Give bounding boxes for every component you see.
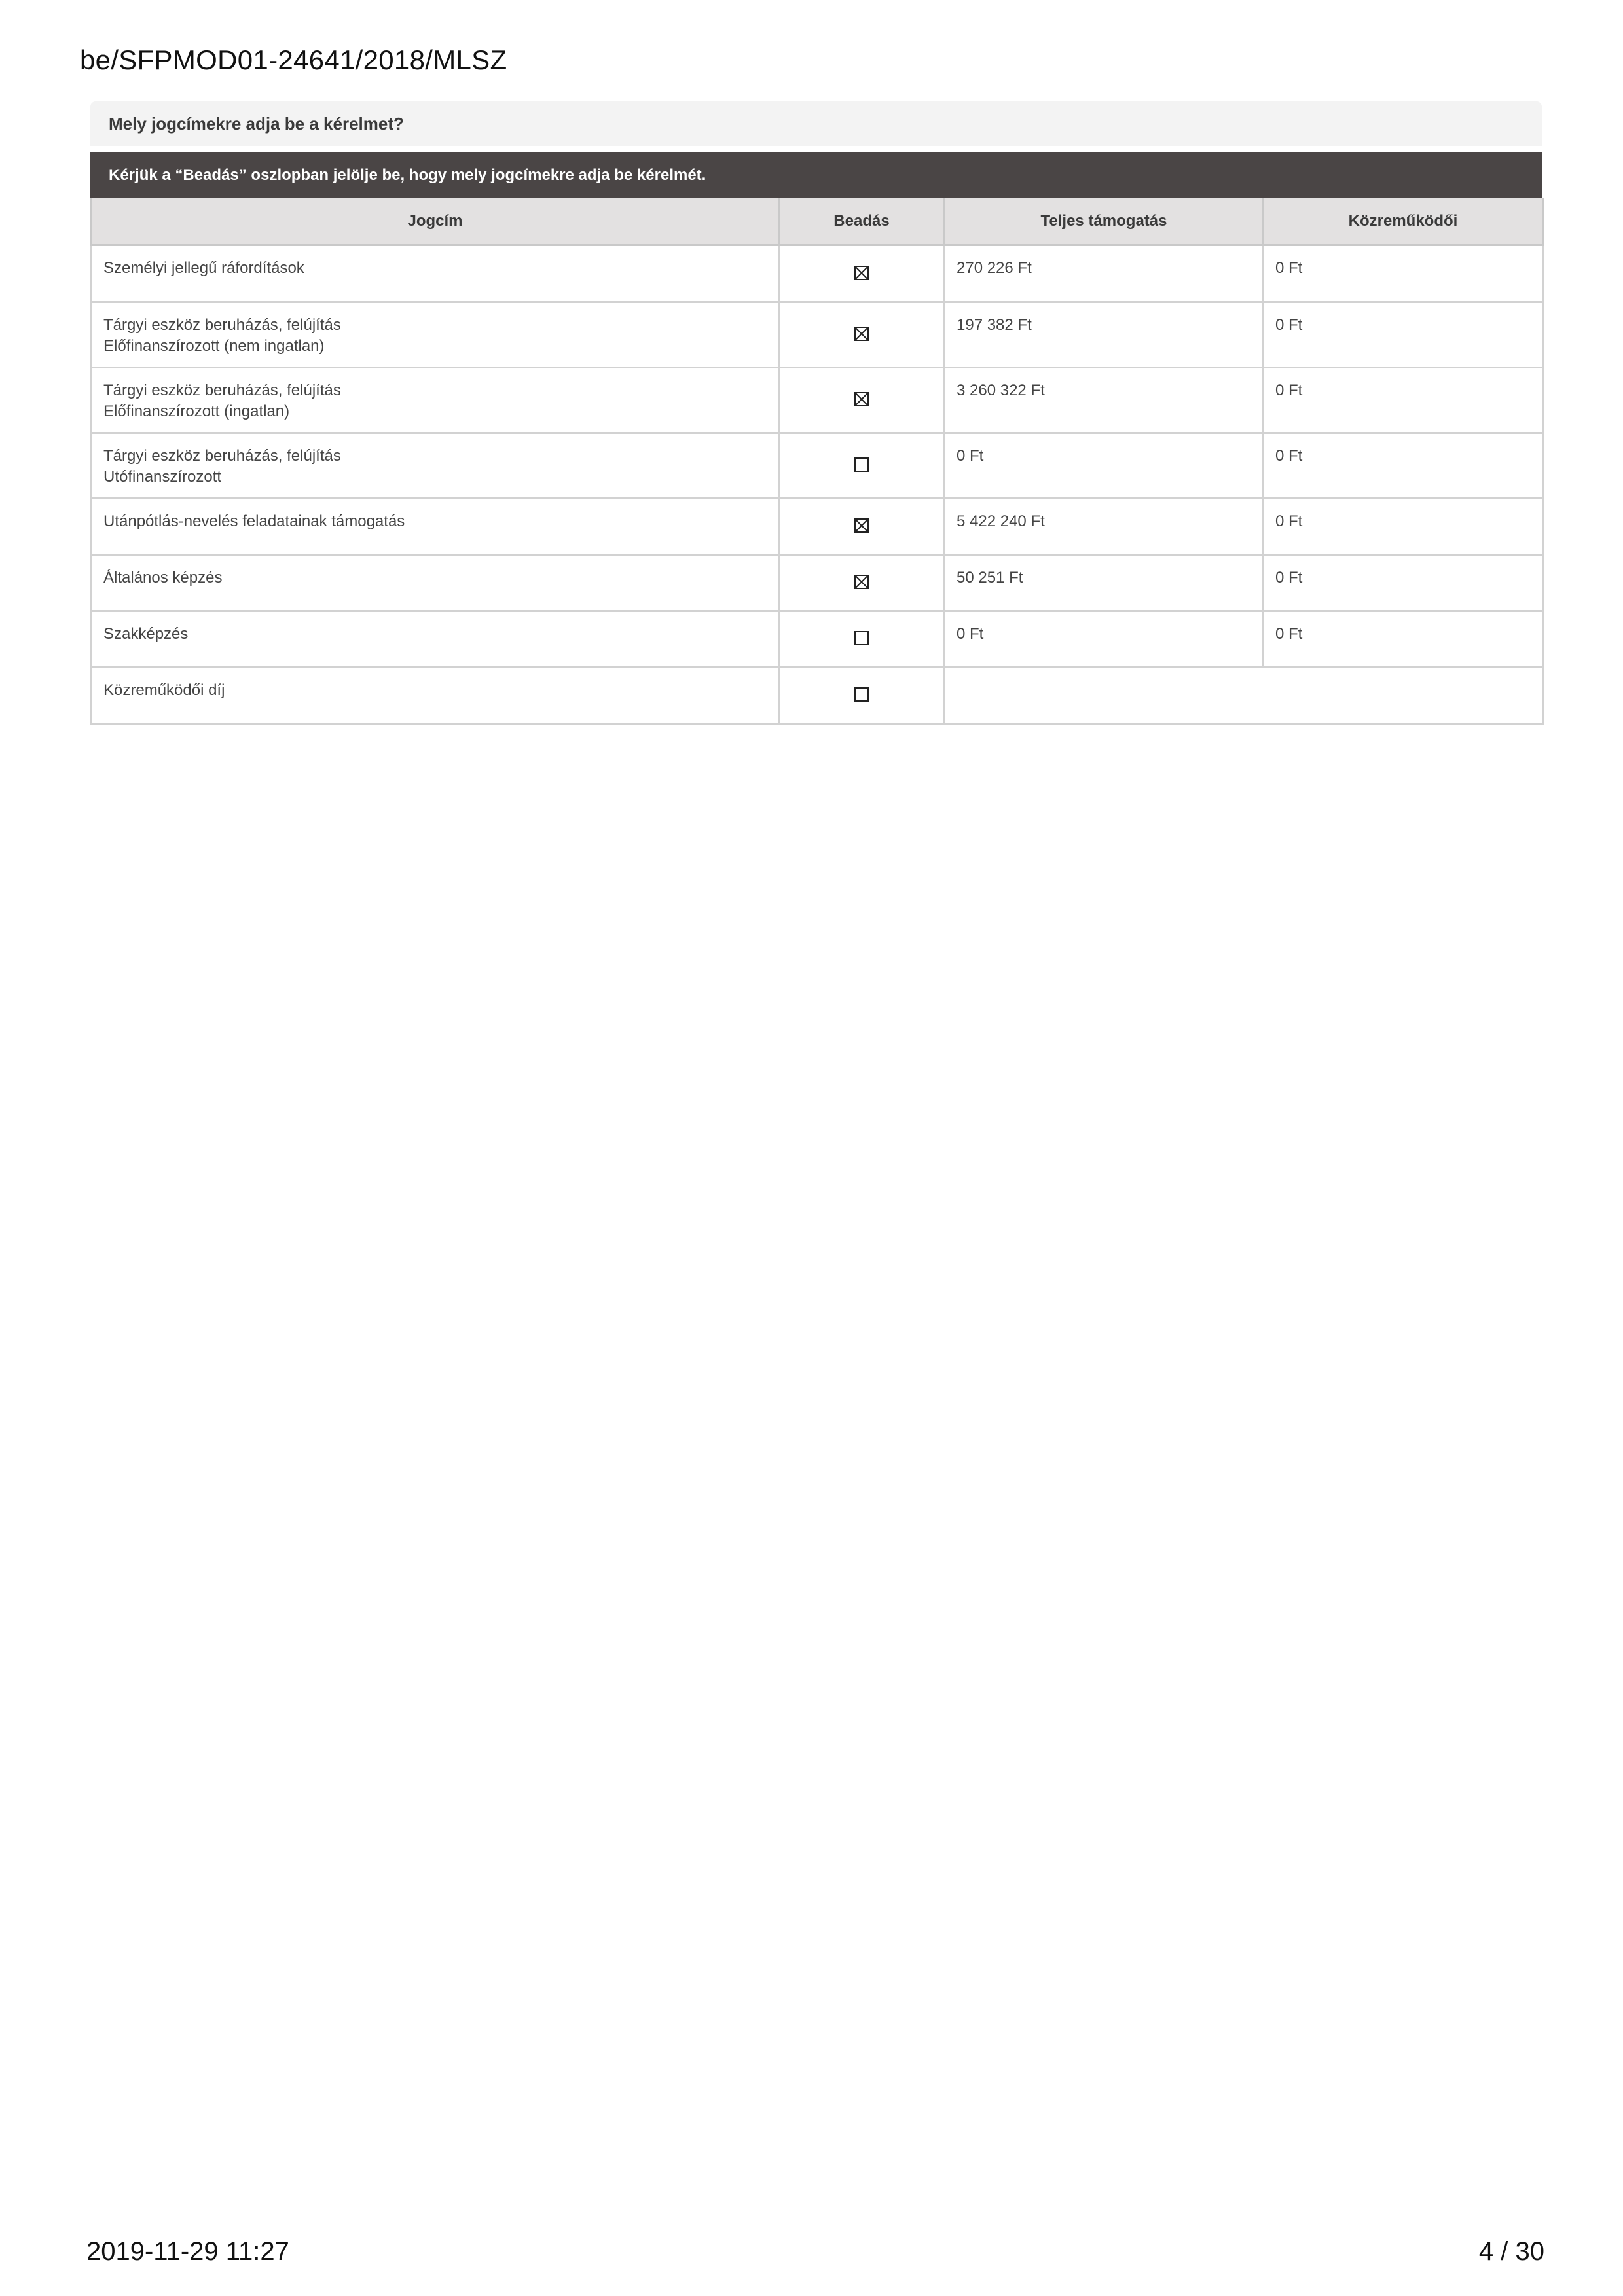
claim-title: Utánpótlás-nevelés feladatainak támogatás	[103, 512, 405, 530]
claim-title-cell	[92, 368, 779, 433]
agent-fee: 0 Ft	[1264, 499, 1543, 555]
agent-fee: 0 Ft	[1264, 555, 1543, 611]
print-timestamp: 2019-11-29 11:27	[86, 2237, 289, 2266]
table-row	[92, 368, 1543, 433]
column-header-kozremukodoi: Közreműködői	[1264, 198, 1543, 245]
claim-title-cell	[92, 668, 779, 724]
table-header-row	[92, 198, 1543, 245]
claim-title-cell	[92, 499, 779, 555]
submit-checkbox[interactable]	[854, 457, 869, 472]
claim-title: Személyi jellegű ráfordítások	[103, 259, 304, 277]
claim-title: Tárgyi eszköz beruházás, felújítás	[103, 447, 341, 465]
claim-title-cell	[92, 611, 779, 668]
total-support: 197 382 Ft	[945, 302, 1264, 368]
beadas-cell	[779, 302, 945, 368]
empty-merged-cell	[945, 668, 1543, 724]
table-row	[92, 555, 1543, 611]
column-header-beadas: Beadás	[779, 198, 945, 245]
submit-checkbox[interactable]	[854, 575, 869, 589]
claim-title: Általános képzés	[103, 569, 223, 586]
submit-checkbox[interactable]	[854, 631, 869, 645]
agent-fee: 0 Ft	[1264, 368, 1543, 433]
beadas-cell	[779, 668, 945, 724]
claim-title-cell	[92, 555, 779, 611]
claim-title-cell	[92, 245, 779, 302]
claim-title: Tárgyi eszköz beruházás, felújítás	[103, 382, 341, 399]
table-row	[92, 668, 1543, 724]
submit-checkbox[interactable]	[854, 518, 869, 533]
table-row	[92, 245, 1543, 302]
beadas-cell	[779, 611, 945, 668]
page-number: 4 / 30	[1478, 2237, 1544, 2266]
agent-fee: 0 Ft	[1264, 433, 1543, 499]
claim-title: Szakképzés	[103, 625, 189, 643]
claim-title: Közreműködői díj	[103, 681, 225, 699]
beadas-cell	[779, 245, 945, 302]
total-support: 5 422 240 Ft	[945, 499, 1264, 555]
total-support: 270 226 Ft	[945, 245, 1264, 302]
column-header-teljes-tamogatas: Teljes támogatás	[945, 198, 1264, 245]
section-question: Mely jogcímekre adja be a kérelmet?	[90, 101, 1542, 146]
section-instruction: Kérjük a “Beadás” oszlopban jelölje be, hogy mely jogcímekre adja be kérelmét.	[90, 152, 1542, 198]
agent-fee: 0 Ft	[1264, 611, 1543, 668]
claim-title-cell	[92, 302, 779, 368]
table-row	[92, 433, 1543, 499]
column-header-jogcim: Jogcím	[92, 198, 779, 245]
claims-table	[90, 198, 1544, 725]
beadas-cell	[779, 433, 945, 499]
submit-checkbox[interactable]	[854, 687, 869, 702]
beadas-cell	[779, 499, 945, 555]
table-row	[92, 302, 1543, 368]
agent-fee: 0 Ft	[1264, 245, 1543, 302]
claim-title: Tárgyi eszköz beruházás, felújítás	[103, 316, 341, 334]
beadas-cell	[779, 368, 945, 433]
beadas-cell	[779, 555, 945, 611]
total-support: 50 251 Ft	[945, 555, 1264, 611]
claim-title-cell	[92, 433, 779, 499]
total-support: 3 260 322 Ft	[945, 368, 1264, 433]
submit-checkbox[interactable]	[854, 392, 869, 406]
claim-subtitle: Előfinanszírozott (nem ingatlan)	[103, 337, 325, 355]
submit-checkbox[interactable]	[854, 266, 869, 280]
table-row	[92, 611, 1543, 668]
total-support: 0 Ft	[945, 611, 1264, 668]
total-support: 0 Ft	[945, 433, 1264, 499]
claim-subtitle: Utófinanszírozott	[103, 468, 222, 486]
agent-fee: 0 Ft	[1264, 302, 1543, 368]
table-row	[92, 499, 1543, 555]
claim-section	[90, 101, 1542, 725]
document-id: be/SFPMOD01-24641/2018/MLSZ	[80, 45, 507, 75]
claim-subtitle: Előfinanszírozott (ingatlan)	[103, 403, 290, 420]
submit-checkbox[interactable]	[854, 327, 869, 341]
